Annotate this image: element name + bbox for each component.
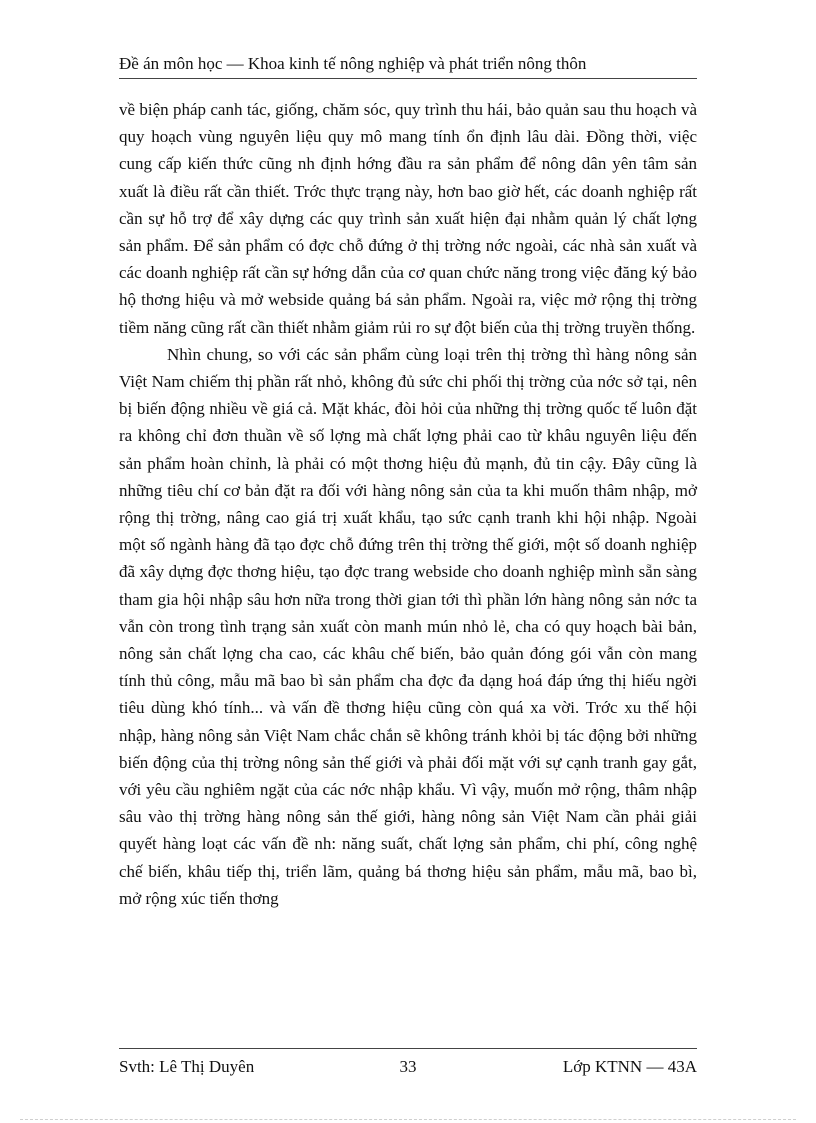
header-divider (119, 78, 697, 79)
page-number: 33 (399, 1057, 417, 1076)
footer-author: Svth: Lê Thị Duyên (119, 1057, 255, 1076)
footer-class-label: Lớp KTNN — 43A (562, 1057, 697, 1076)
page-edge-divider (20, 1119, 796, 1120)
running-header: Đề án môn học — Khoa kinh tế nông nghiệp và phát triển nông thôn (119, 54, 587, 73)
page-body (119, 96, 697, 912)
paragraph-overview: Nhìn chung, so với các sản phẩm cùng loại trên thị trờng thì hàng nông sản Việt Nam chiếm thị phần rất nhỏ, không đủ sức chi phối thị trờng của nớc sở tại, nên bị biến động nhiều về giá cả. Mặt khác, đòi hỏi của những thị trờng quốc tế luôn đặt ra không chỉ đơn thuần về số lợng mà chất lợng phải cao từ khâu nguyên liệu đến sản phẩm hoàn chỉnh, là phải có một thơng hiệu đủ mạnh, đủ tin cậy. Đây cũng là những tiêu chí cơ bản đặt ra đối với hàng nông sản của ta khi muốn thâm nhập, mở rộng thị trờng, nâng cao giá trị xuất khẩu, tạo sức cạnh tranh khi hội nhập. Ngoài một số ngành hàng đã tạo đợc chỗ đứng trên thị trờng thế giới, một số doanh nghiệp đã xây dựng đợc thơng hiệu, tạo đợc trang webside cho doanh nghiệp mình sẵn sàng tham gia hội nhập sâu hơn nữa trong thời gian tới thì phần lớn hàng nông sản nớc ta vẫn còn trong tình trạng sản xuất còn manh mún nhỏ lẻ, cha có quy hoạch bài bản, nông sản chất lợng cha cao, các khâu chế biến, bảo quản đóng gói vẫn còn mang tính thủ công, mẫu mã bao bì sản phẩm cha đợc đa dạng hoá đáp ứng thị hiếu ngời tiêu dùng khó tính... và vấn đề thơng hiệu cũng còn quá xa vời. Trớc xu thế hội nhập, hàng nông sản Việt Nam chắc chắn sẽ không tránh khỏi bị tác động bởi những biến động của thị trờng nông sản thế giới và phải đối mặt với sự cạnh tranh gay gắt, với yêu cầu nghiêm ngặt của các nớc nhập khẩu. Vì vậy, muốn mở rộng, thâm nhập sâu vào thị trờng hàng nông sản thế giới, hàng nông sản Việt Nam cần phải giải quyết hàng loạt các vấn đề nh: năng suất, chất lợng sản phẩm, chi phí, công nghệ chế biến, khâu tiếp thị, triển lãm, quảng bá thơng hiệu sản phẩm, mẫu mã, bao bì, mở rộng xúc tiến thơng (119, 344, 697, 908)
paragraph-continuation: về biện pháp canh tác, giống, chăm sóc, quy trình thu hái, bảo quản sau thu hoạch và quy hoạch vùng nguyên liệu quy mô mang tính ổn định lâu dài. Đồng thời, việc cung cấp kiến thức cũng nh định hớng đầu ra sản phẩm để nông dân yên tâm sản xuất là điều rất cần thiết. Trớc thực trạng này, hơn bao giờ hết, các doanh nghiệp rất cần sự hỗ trợ để xây dựng các quy trình sản xuất hiện đại nhằm quản lý chất lợng sản phẩm. Để sản phẩm có đợc chỗ đứng ở thị trờng nớc ngoài, các nhà sản xuất và các doanh nghiệp rất cần sự hớng dẫn của cơ quan chức năng trong việc đăng ký bảo hộ thơng hiệu và mở webside quảng bá sản phẩm. Ngoài ra, việc mở rộng thị trờng tiềm năng cũng rất cần thiết nhằm giảm rủi ro sự đột biến của thị trờng truyền thống. (119, 100, 697, 337)
running-footer (119, 1055, 697, 1079)
footer-divider (119, 1048, 697, 1049)
